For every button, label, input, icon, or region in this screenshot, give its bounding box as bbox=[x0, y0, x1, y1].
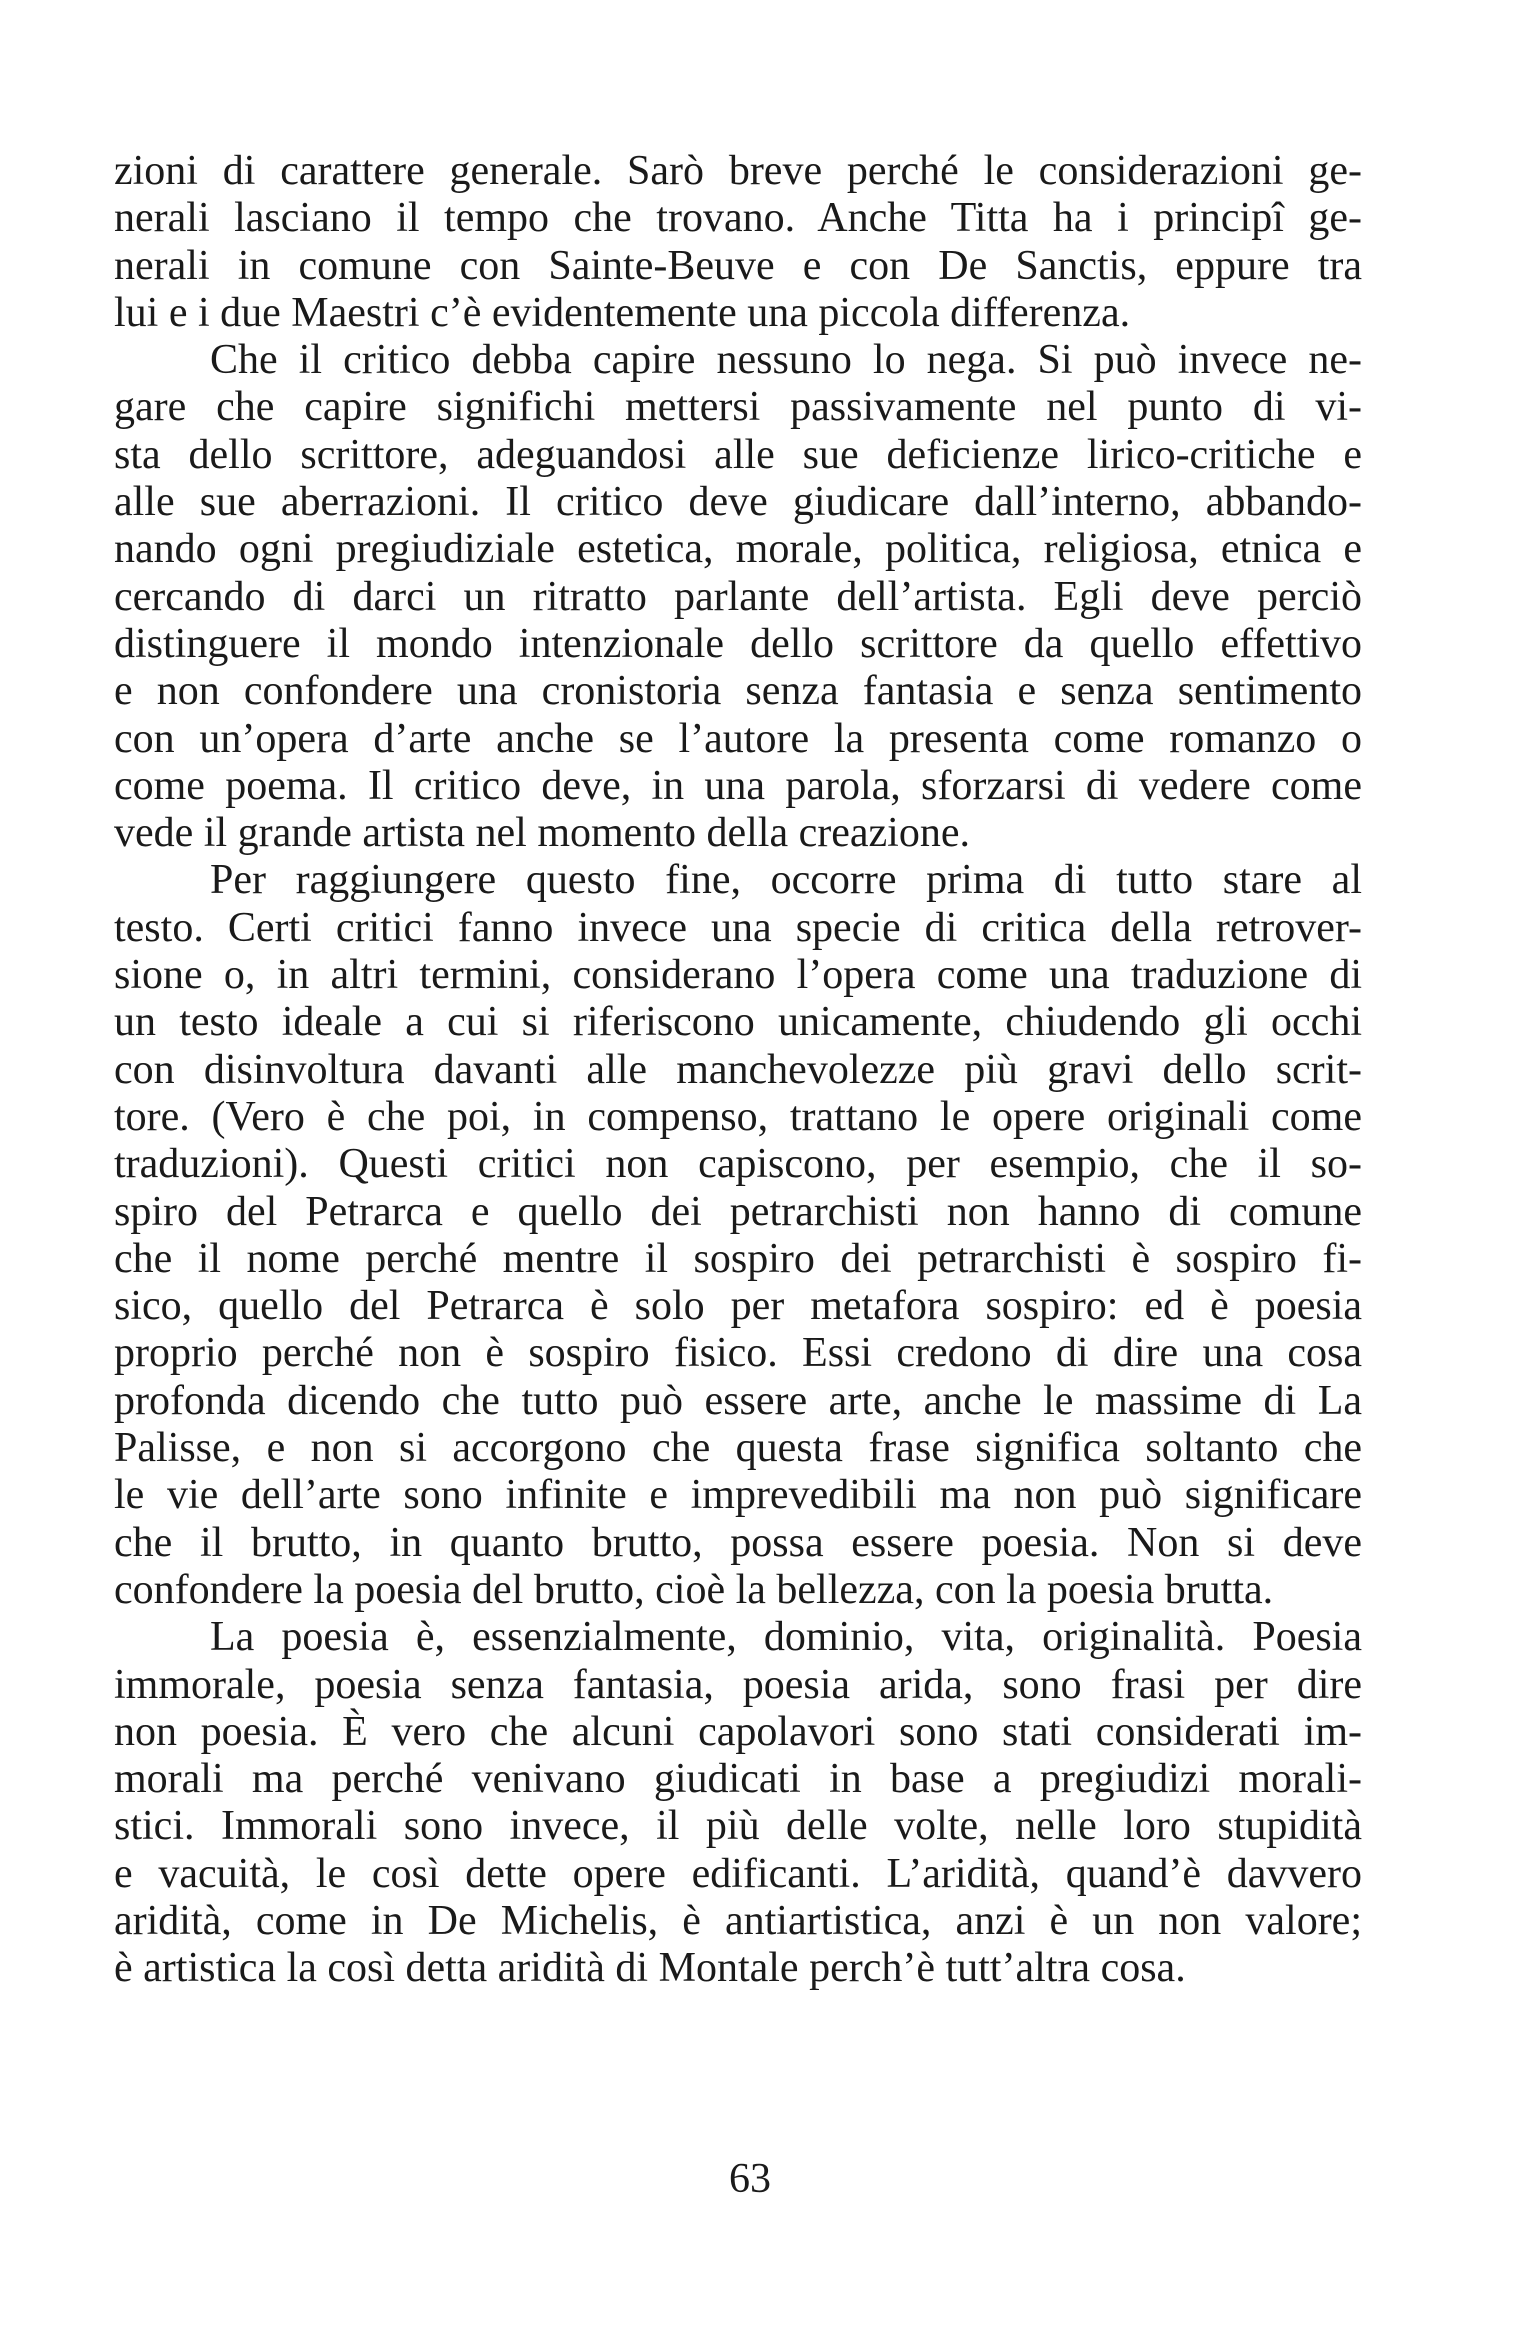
text-line: un testo ideale a cui si riferiscono unicamente, chiudendo gli occhi bbox=[114, 999, 1362, 1046]
text-line: cercando di darci un ritratto parlante dell’artista. Egli deve perciò bbox=[114, 573, 1362, 620]
paragraph-2 bbox=[114, 337, 1362, 857]
text-line: sico, quello del Petrarca è solo per metafora sospiro: ed è poesia bbox=[114, 1283, 1362, 1330]
text-line: che il nome perché mentre il sospiro dei petrarchisti è sospiro fi- bbox=[114, 1235, 1362, 1282]
text-line: con disinvoltura davanti alle manchevolezze più gravi dello scrit- bbox=[114, 1046, 1362, 1093]
text-line: proprio perché non è sospiro fisico. Essi credono di dire una cosa bbox=[114, 1330, 1362, 1377]
text-line: Per raggiungere questo fine, occorre prima di tutto stare al bbox=[210, 857, 1362, 904]
text-line: aridità, come in De Michelis, è antiartistica, anzi è un non valore; bbox=[114, 1897, 1362, 1944]
text-line: spiro del Petrarca e quello dei petrarchisti non hanno di comune bbox=[114, 1188, 1362, 1235]
text-line: confondere la poesia del brutto, cioè la bellezza, con la poesia brutta. bbox=[114, 1566, 1274, 1613]
text-line: traduzioni). Questi critici non capiscono, per esempio, che il so- bbox=[114, 1141, 1362, 1188]
text-line: e vacuità, le così dette opere edificanti. L’aridità, quand’è davvero bbox=[114, 1850, 1362, 1897]
text-line: immorale, poesia senza fantasia, poesia arida, sono frasi per dire bbox=[114, 1661, 1362, 1708]
paragraph-1 bbox=[114, 148, 1362, 337]
text-line: nerali in comune con Sainte-Beuve e con De Sanctis, eppure tra bbox=[114, 242, 1362, 289]
text-line: come poema. Il critico deve, in una parola, sforzarsi di vedere come bbox=[114, 762, 1362, 809]
text-line: stici. Immorali sono invece, il più delle volte, nelle loro stupidità bbox=[114, 1803, 1362, 1850]
text-line: le vie dell’arte sono infinite e imprevedibili ma non può significare bbox=[114, 1472, 1362, 1519]
text-line: sta dello scrittore, adeguandosi alle sue deficienze lirico-critiche e bbox=[114, 431, 1362, 478]
text-line: morali ma perché venivano giudicati in base a pregiudizi morali- bbox=[114, 1756, 1362, 1803]
text-line: nando ogni pregiudiziale estetica, morale, politica, religiosa, etnica e bbox=[114, 526, 1362, 573]
text-line: testo. Certi critici fanno invece una specie di critica della retrover- bbox=[114, 904, 1362, 951]
text-line: La poesia è, essenzialmente, dominio, vita, originalità. Poesia bbox=[210, 1614, 1362, 1661]
text-line: tore. (Vero è che poi, in compenso, trattano le opere originali come bbox=[114, 1093, 1362, 1140]
text-line: vede il grande artista nel momento della creazione. bbox=[114, 810, 970, 857]
text-line: e non confondere una cronistoria senza fantasia e senza sentimento bbox=[114, 668, 1362, 715]
text-line: nerali lasciano il tempo che trovano. Anche Titta ha i principî ge- bbox=[114, 195, 1362, 242]
paragraph-4 bbox=[114, 1614, 1362, 1992]
text-line: profonda dicendo che tutto può essere arte, anche le massime di La bbox=[114, 1377, 1362, 1424]
text-line: alle sue aberrazioni. Il critico deve giudicare dall’interno, abbando- bbox=[114, 479, 1362, 526]
text-line: zioni di carattere generale. Sarò breve perché le considerazioni ge- bbox=[114, 148, 1362, 194]
text-line: gare che capire significhi mettersi passivamente nel punto di vi- bbox=[114, 384, 1362, 431]
body-text bbox=[114, 148, 1362, 1993]
page-number: 63 bbox=[729, 2156, 771, 2202]
text-line: lui e i due Maestri c’è evidentemente una piccola differenza. bbox=[114, 289, 1131, 336]
text-line: sione o, in altri termini, considerano l’opera come una traduzione di bbox=[114, 952, 1362, 999]
text-line: Palisse, e non si accorgono che questa frase significa soltanto che bbox=[114, 1425, 1362, 1472]
text-line: con un’opera d’arte anche se l’autore la presenta come romanzo o bbox=[114, 715, 1362, 762]
text-line: Che il critico debba capire nessuno lo nega. Si può invece ne- bbox=[210, 337, 1362, 384]
paragraph-3 bbox=[114, 857, 1362, 1614]
text-line: non poesia. È vero che alcuni capolavori sono stati considerati im- bbox=[114, 1708, 1362, 1755]
text-line: è artistica la così detta aridità di Montale perch’è tutt’altra cosa. bbox=[114, 1945, 1186, 1992]
text-line: che il brutto, in quanto brutto, possa essere poesia. Non si deve bbox=[114, 1519, 1362, 1566]
text-line: distinguere il mondo intenzionale dello scrittore da quello effettivo bbox=[114, 620, 1362, 667]
